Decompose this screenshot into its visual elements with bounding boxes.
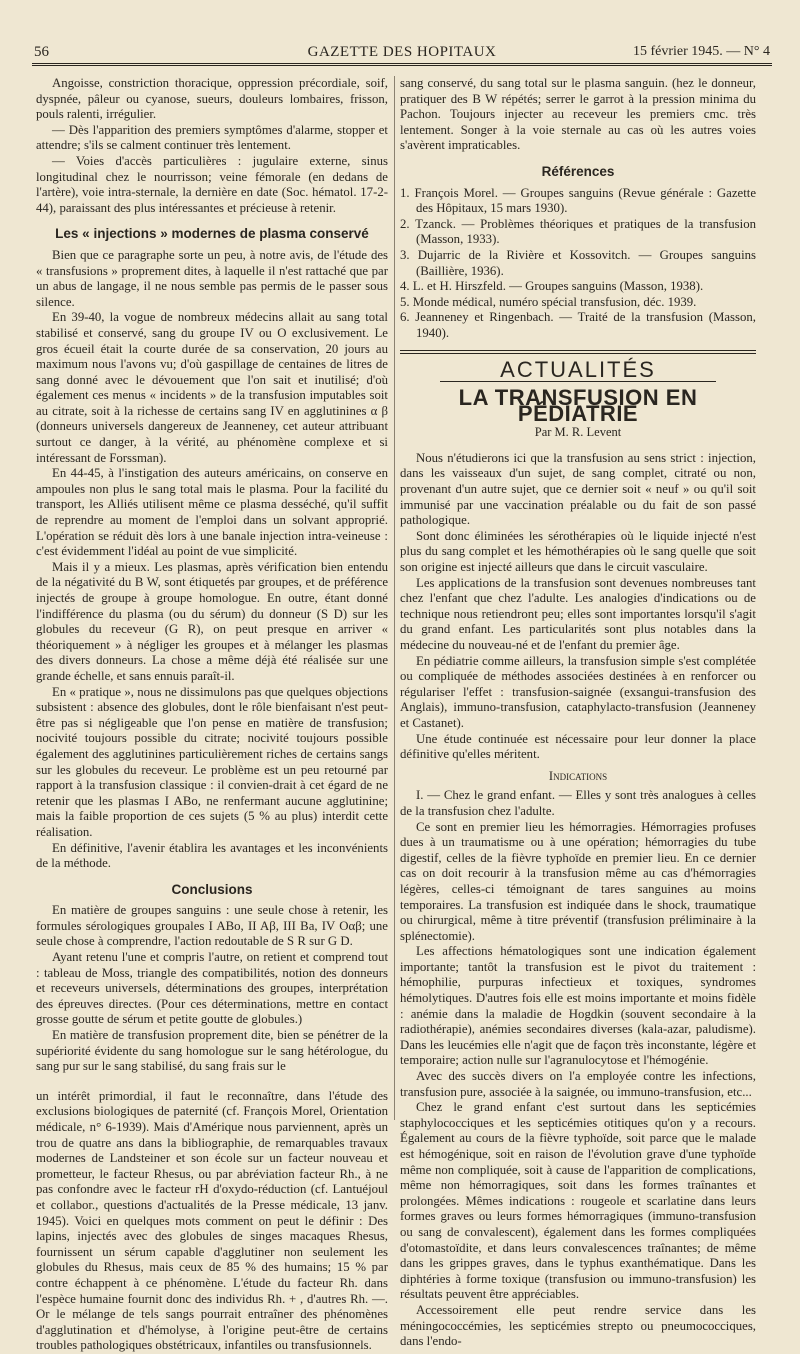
section-heading-conclusions: Conclusions — [171, 881, 253, 897]
paragraph: Chez le grand enfant c'est surtout dans les septicémies staphylococciques et les septicémies otitiques qu'on y a recours. Également au cours de la fièvre typhoïde, soit parce que le malade est hémogénique, soit en raison de l'évolution grave d'une typhoïde même non compliquée, soit à cause de l'apparition de complications, même non hémorragiques, soit dans les formes traînantes et prolongées. Mêmes indications : rougeole et scarlatine dans leurs formes graves ou leurs formes hémorragiques (immuno-transfusion ou sang de convalescent), également dans les formes compliquées d'otomastoïdite, et dans leurs convalescences traînantes; de même dans les grippes graves, dans le typhus exanthématique. Dans les diphtéries à forme toxique (transfusion ou immuno-transfusion) les résultats peuvent être appréciables. — [400, 1100, 756, 1302]
paragraph: En définitive, l'avenir établira les avantages et les inconvénients de la méthode. — [36, 840, 388, 871]
reference-item: 6. Jeanneney et Ringenbach. — Traité de la transfusion (Masson, 1940). — [400, 310, 756, 340]
reference-item: 3. Dujarric de la Rivière et Kossovitch. — Groupes sanguins (Baillière, 1936). — [400, 247, 756, 278]
paragraph: Accessoirement elle peut rendre service dans les méningococcémies, les septicémies strepto ou pneumococciques, dans l'endo- — [400, 1302, 756, 1349]
paragraph: — Dès l'apparition des premiers symptômes d'alarme, stopper et attendre; s'ils se calment continuer très lentement. — [36, 122, 388, 153]
paragraph: Ce sont en premier lieu les hémorragies. Hémorragies profuses dues à un traumatisme ou à une opération; hémorragies du tube digestif, celles de la fièvre typhoïde en premier lieu. En ce dernier cas on doit recourir à la transfusion même au cas d'hémorragies légères, celles-ci témoignant de tares sanguines au moins temporaires. La transfusion est indiquée dans le shock, traumatique ou chirurgical, même à titre préventif (transfusion préliminaire à la splénectomie). — [400, 819, 756, 943]
paragraph: Sont donc éliminées les sérothérapies où le liquide injecté n'est plus du sang complet et les hémothérapies où le sang quelle que soit son origine est injecté ailleurs que dans le circuit vasculaire. — [400, 528, 756, 575]
paragraph: Bien que ce paragraphe sorte un peu, à notre avis, de l'étude des « transfusions » proprement dites, à laquelle il n'est rattaché que par un abus de langage, il ne nous semble pas permis de le passer sous silence. — [36, 247, 388, 309]
header-rule — [32, 63, 772, 66]
paragraph: Mais il y a mieux. Les plasmas, après vérification bien entendu de la négativité du B W, sont étiquetés par groupes, et de préférence injectés de groupe à groupe homologue. En outre, étant donné l'indifférence du plasma (ou du sérum) du donneur (S D) sur les globules du receveur (G R), on peut presque en arriver « théoriquement » à négliger les groupes et à mélanger les plasmas des divers donneurs. La chose a même déjà été réalisée sur une grande échelle, et sans ennuis paraît-il. — [36, 559, 388, 683]
paragraph: En matière de transfusion proprement dite, bien se pénétrer de la supériorité évidente du sang homologue sur le sang hétérologue, du sang pur sur le sang stabilisé, du sang frais sur le — [36, 1028, 388, 1074]
paragraph: En 39-40, la vogue de nombreux médecins allait au sang total stabilisé et conservé, sang du groupe IV ou O exclusivement. Le gros écueil était la courte durée de sa conservation, 20 jours au maximum nous l'avons vu; d'où gaspillage de centaines de litres de sang donné avec le dévouement que l'on sait et inutilisé; d'où également ces menus « incidents » de la transfusion imputables soit au citrate, soit à la richesse de certains sang IV en agglutinines α β (donneurs universels dangereux de Jeanneney, cet auteur attribuant surtout ce danger, à la vérité, au phénomène complexe et si intéressant de Forssman). — [36, 310, 388, 465]
section-title: ACTUALITÉS — [500, 356, 656, 382]
reference-item: 1. François Morel. — Groupes sanguins (Revue générale : Gazette des Hôpitaux, 15 mars 1930). — [400, 185, 756, 216]
references-list — [400, 186, 756, 342]
running-header — [32, 40, 772, 64]
subheading-indications: Indications — [548, 768, 608, 783]
paragraph: Les affections hématologiques sont une indication également importante; tantôt la transfusion est le pivot du traitement : hémophilie, purpuras infectieux et toxiques, syndromes hémolytiques. D'autres fois elle est moins importante et moins fidèle : anémie dans la maladie de Hogdkin (souvent secondaire à la radiothérapie), anémies secondaires diverses (kala-azar, paludisme). Dans les leucémies elle n'agit que de façon très inconstante, légère et temporaire; action nulle sur l'agranulocytose et l'hémogénie. — [400, 944, 756, 1068]
paragraph: Nous n'étudierons ici que la transfusion au sens strict : injection, dans les vaisseaux d'un sujet, de sang complet, citraté ou non, provenant d'un autre sujet, que ce dernier soit « neuf » ou qu'il soit immunisé par une vaccination préalable ou du fait de son passé pathologique. — [400, 450, 756, 528]
paragraph: En pédiatrie comme ailleurs, la transfusion simple s'est complétée ou compliquée de méthodes associées destinées à en renforcer ou régulariser l'effet : transfusion-saignée (exsangui-transfusion des Anglais), immuno-transfusion, cataphylacto-transfusion (Jeanneney et Castanet). — [400, 653, 756, 730]
reference-item: 4. L. et H. Hirszfeld. — Groupes sanguins (Masson, 1938). — [400, 279, 704, 294]
paragraph: En 44-45, à l'instigation des auteurs américains, on conserve en ampoules non plus le sang total mais le plasma. Pour la facilité du transport, les Alliés utilisent même ce plasma desséché, qu'il suffit de reprendre au moment de l'emploi dans un solvant approprié. L'opération se réduit dès lors à une banale injection intra-veineuse : c'est évidemment l'idéal au point de vue simplicité. — [36, 466, 388, 559]
right-column — [400, 76, 756, 1350]
paragraph: I. — Chez le grand enfant. — Elles y sont très analogues à celles de la transfusion chez l'adulte. — [400, 788, 756, 818]
paragraph: En matière de groupes sanguins : une seule chose à retenir, les formules sérologiques groupales I ABo, II Aβ, III Ba, IV Oαβ; une seule chose à comprendre, l'action redoutable de S R sur G D. — [36, 903, 388, 949]
paragraph: Les applications de la transfusion sont devenues nombreuses tant chez l'enfant que chez l'adulte. Les analogies d'indications ou de technique nous retiendront peu; elles sont importantes lorsqu'il s'agit du grand enfant. Les particularités sont plus notables dans la médecine du nouveau-né et de l'enfant du premier âge. — [400, 575, 756, 652]
paragraph: Ayant retenu l'une et compris l'autre, on retient et comprend tout : tableau de Moss, triangle des compatibilités, notion des donneurs et receveurs universels, déterminations des groupes, interprétation des épreuves directes. (Pour ces déterminations, mettre en contact grosse goutte de sérum et petite goutte de globules.) — [36, 950, 388, 1027]
spacer — [36, 1075, 388, 1089]
paragraph: Une étude continuée est nécessaire pour leur donner la place définitive qu'elles méritent. — [400, 731, 756, 762]
paragraph: sang conservé, du sang total sur le plasma sanguin. (hez le donneur, pratiquer des B W répétés; serrer le garrot à la pression minima du Pachon. Toujours injecter au receveur les premiers cmc. très lentement. Songer à la voie sternale au cas où les autres voies s'avèrent impraticables. — [400, 76, 756, 153]
section-heading-references: Références — [541, 163, 615, 179]
paragraph: — Voies d'accès particulières : jugulaire externe, sinus longitudinal chez le nourrisson; veine fémorale (en dedans de l'artère), voie intra-sternale, la dernière en date (Soc. hématol. 17-2-44), paraissant des plus intéressantes et précieuse à retenir. — [36, 153, 388, 215]
column-divider — [394, 76, 395, 1120]
paragraph: un intérêt primordial, il faut le reconnaître, dans l'étude des exclusions biologiques de paternité (cf. François Morel, Orientation médicale, n° 6-1939). Mais d'Amérique nous parviennent, après un trou de quatre ans dans la bibliographie, de remarquables travaux modernes de Landsteiner et son école sur un facteur nouveau et prometteur, le facteur Rhesus, ou par abréviation facteur Rh., à ne pas confondre avec le facteur rH d'oxydo-réduction (cf. Lantuéjoul et collabor., questions d'actualités de la Presse médicale, 13 janv. 1945). Voici en quelques mots comment on peut le définir : Des lapins, injectés avec des globules de singes macaques Rhesus, fournissent un sérum capable d'agglutiner non seulement les globules du Rhesus, mais ceux de 85 % des humains; 15 % par contre échappent à ce phénomène. L'étude du facteur Rh. dans l'espèce humaine fournit donc des individus Rh. + , d'autres Rh. —. Or le mélange de tels sangs pourrait entraîner des phénomènes d'agglutination et d'hémolyse, à l'origine peut-être de certains troubles pathologiques obstétricaux, infantiles ou transfusionnels. — [36, 1088, 388, 1353]
journal-title: GAZETTE DES HOPITAUX — [307, 44, 497, 60]
reference-item: 2. Tzanck. — Problèmes théoriques et pratiques de la transfusion (Masson, 1933). — [400, 216, 756, 247]
paragraph: Avec des succès divers on l'a employée contre les infections, transfusion pure, associée à la saignée, ou immuno-transfusion, etc... — [400, 1069, 756, 1099]
paragraph: En « pratique », nous ne dissimulons pas que quelques objections subsistent : absence des globules, dont le rôle bienfaisant n'est peut-être pas si négligeable que l'on pense en matière de transfusion; nocivité toujours possible du citrate; nocivité toujours possible également des agglutinines particulièrement riches de certains sangs sur les globules du receveur. Le problème est un peu retourné par rapport à la transfusion classique : il convien-drait à cet égard de ne retenir que les plasmas I ABo, ne renfermant aucune agglutinine; mais la faible proportion de ces sujets (5 % au plus) interdit cette réalisation. — [36, 684, 388, 839]
paragraph: Angoisse, constriction thoracique, oppression précordiale, soif, dyspnée, pâleur ou cyanose, sueurs, douleurs lombaires, frisson, pouls ralenti, irrégulier. — [36, 76, 388, 122]
section-heading-injections: Les « injections » modernes de plasma conservé — [55, 226, 369, 242]
reference-item: 5. Monde médical, numéro spécial transfusion, déc. 1939. — [400, 294, 697, 309]
issue-date: 15 février 1945. — N° 4 — [632, 44, 770, 59]
page-number: 56 — [34, 44, 49, 60]
byline: Par M. R. Levent — [534, 425, 622, 440]
section-rule — [400, 350, 756, 354]
left-column — [36, 76, 388, 1354]
article-title: LA TRANSFUSION EN PÉDIATRIE — [458, 385, 698, 426]
